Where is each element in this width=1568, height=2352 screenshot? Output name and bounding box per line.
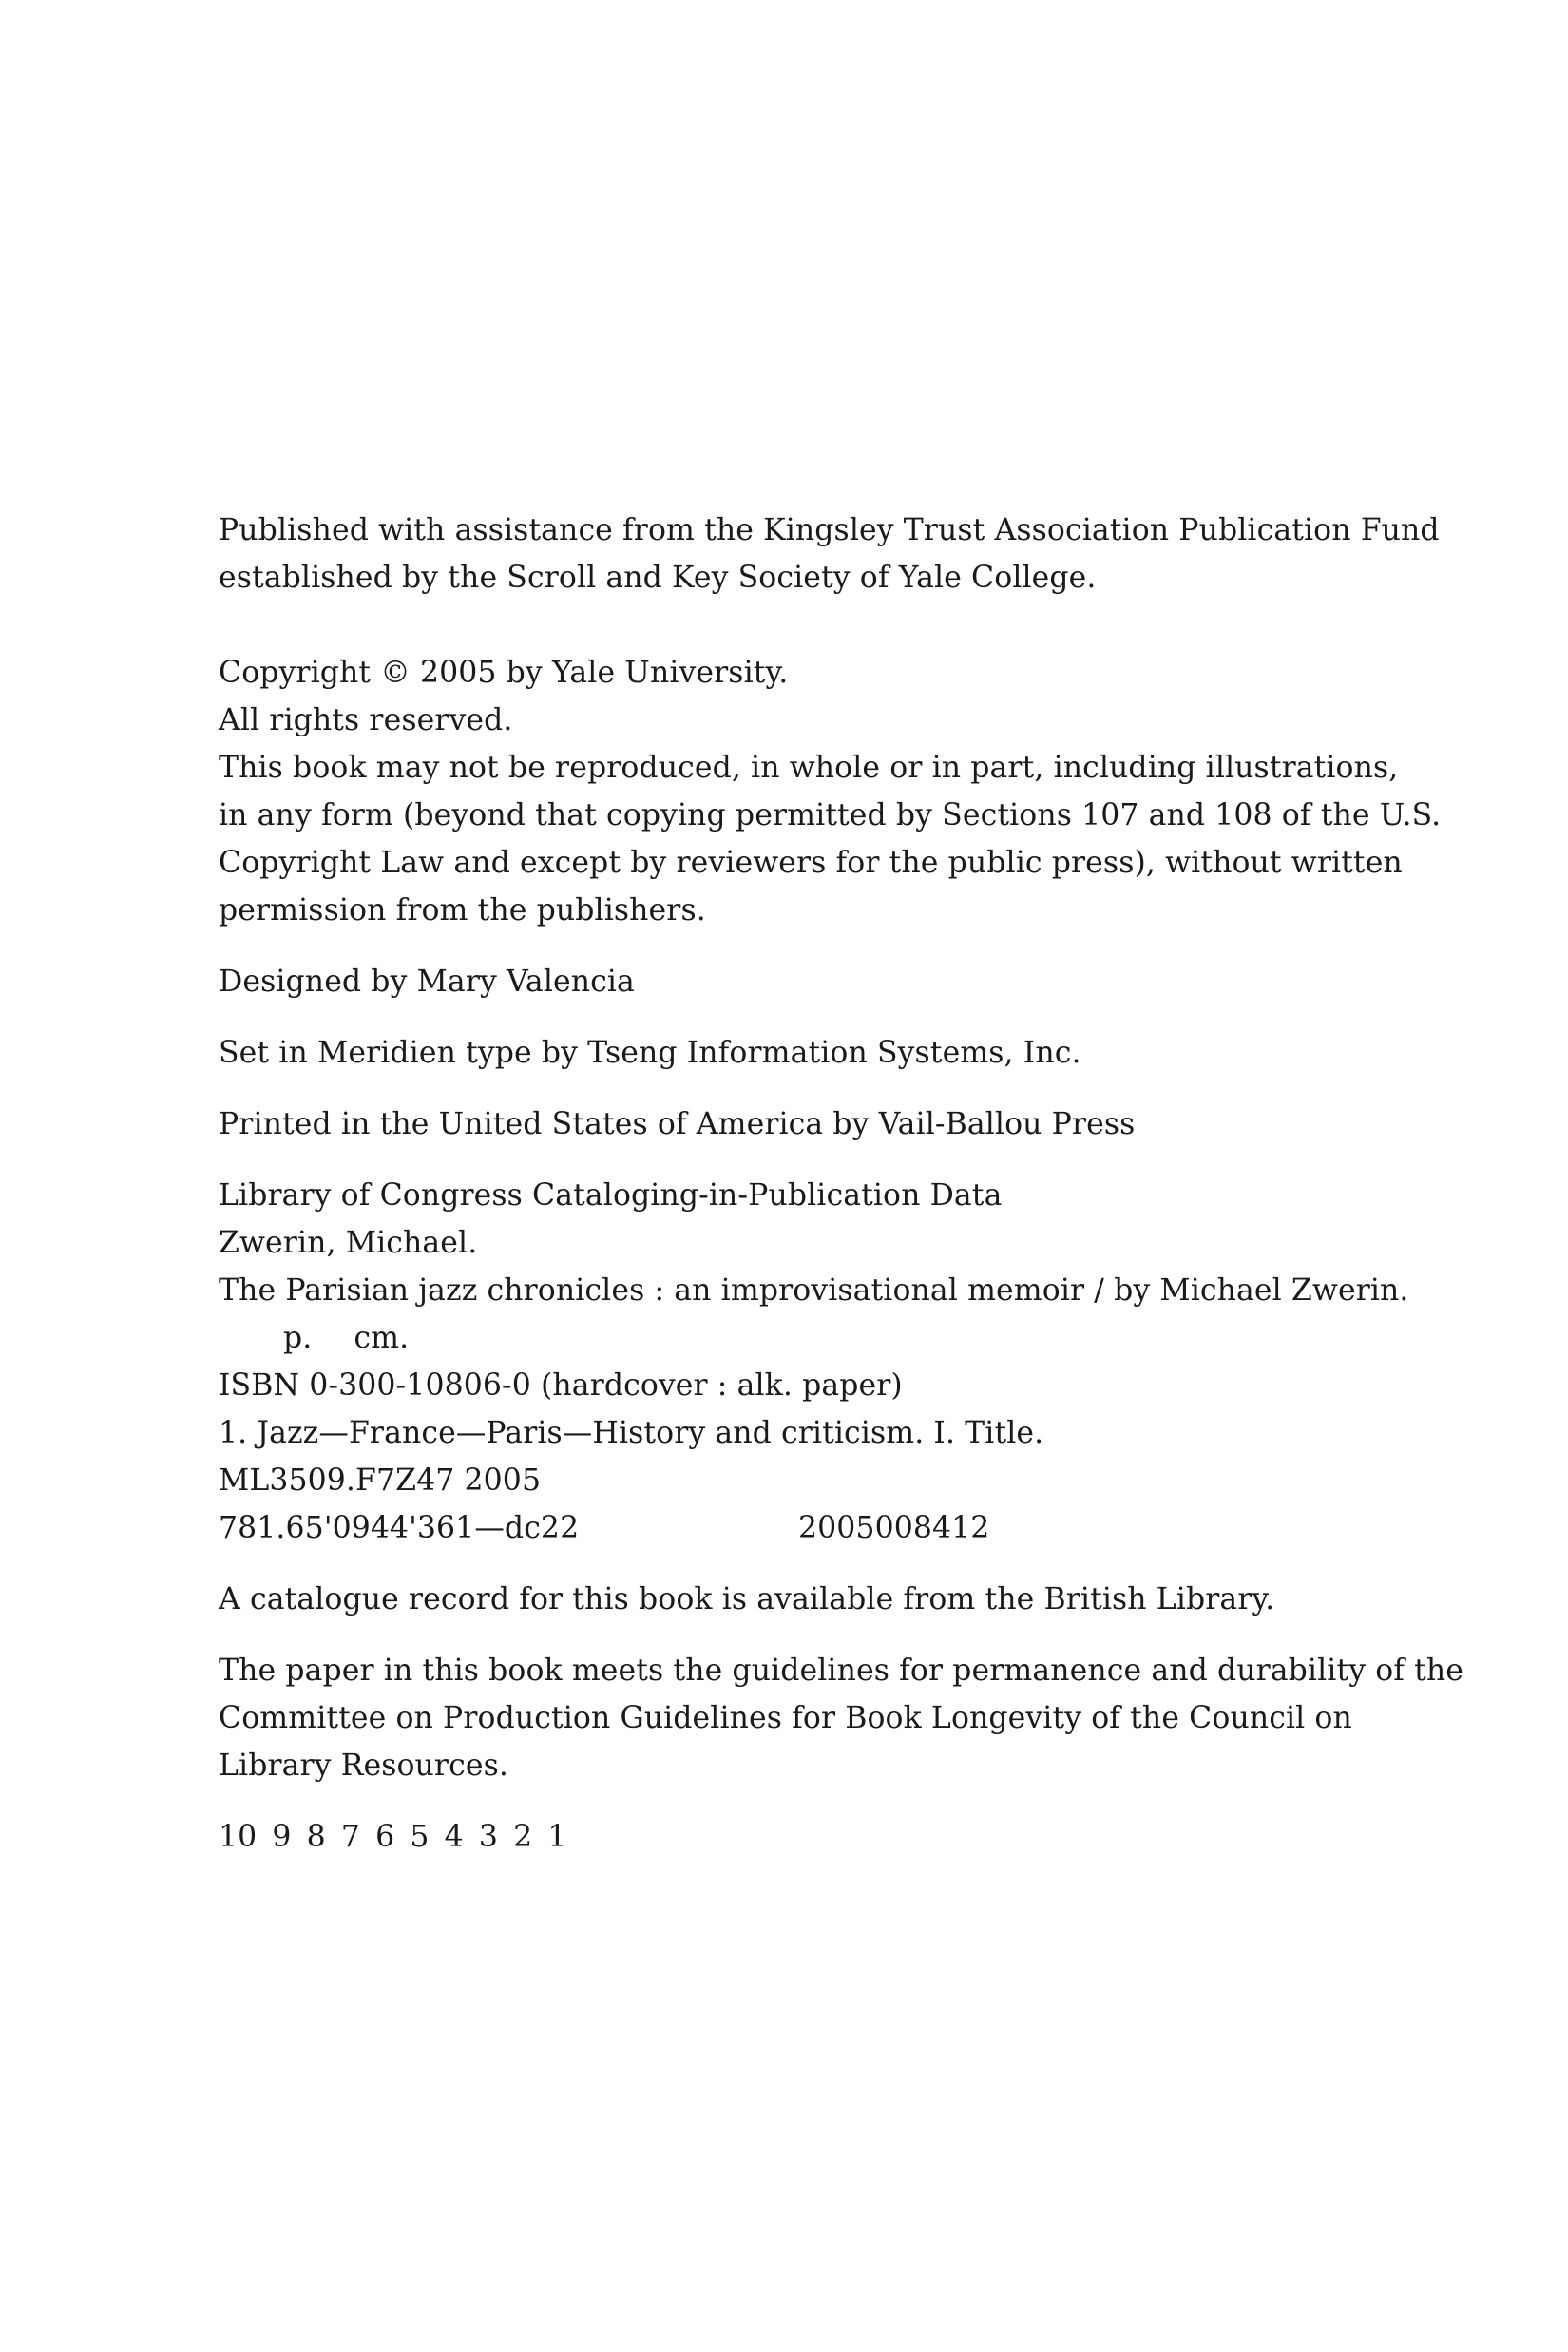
cip-classification-row [219,1504,1387,1552]
assistance-statement [219,507,1440,602]
paper-note [219,1647,1464,1789]
cip-subjects: 1. Jazz—France—Paris—History and criticism. I. Title. [219,1416,1044,1450]
cip-author: Zwerin, Michael. [219,1226,478,1260]
copyright-notice: Copyright © 2005 by Yale University. [219,656,789,690]
assistance-line-2: established by the Scroll and Key Society of Yale College. [219,561,1097,595]
colophon-text [219,507,1464,1861]
cip-physical-description [219,1314,1387,1362]
cip-lccn: 2005008412 [798,1511,990,1545]
copyright-terms-line: in any form (beyond that copying permitted by Sections 107 and 108 of the U.S. [219,798,1442,832]
paper-note-line: The paper in this book meets the guidelines for permanence and durability of the [219,1654,1464,1688]
paper-note-line: Library Resources. [219,1749,508,1783]
cip-data [219,1172,1409,1552]
printer-credit: Printed in the United States of America by Vail-Ballou Press [219,1107,1136,1141]
typesetter-credit: Set in Meridien type by Tseng Information Systems, Inc. [219,1036,1081,1070]
copyright-terms-line: This book may not be reproduced, in whole or in part, including illustrations, [219,751,1399,785]
rights-reserved: All rights reserved. [219,703,513,737]
copyright-statement [219,649,1442,934]
british-library-note: A catalogue record for this book is available from the British Library. [219,1582,1275,1616]
copyright-terms-line: Copyright Law and except by reviewers for the public press), without written [219,846,1403,880]
cip-pages: p. [283,1321,313,1355]
cip-isbn: ISBN 0-300-10806-0 (hardcover : alk. paper) [219,1368,903,1403]
copyright-terms-line: permission from the publishers. [219,893,706,927]
cip-dewey: 781.65'0944'361—dc22 [219,1511,580,1545]
cip-title: The Parisian jazz chronicles : an improvisational memoir / by Michael Zwerin. [219,1273,1409,1308]
designer-credit: Designed by Mary Valencia [219,965,635,999]
cip-heading: Library of Congress Cataloging-in-Publication Data [219,1178,1003,1213]
cip-lc-class: ML3509.F7Z47 2005 [219,1463,542,1498]
cip-size: cm. [354,1321,410,1355]
paper-note-line: Committee on Production Guidelines for Book Longevity of the Council on [219,1701,1352,1735]
printing-line: 10 9 8 7 6 5 4 3 2 1 [219,1820,567,1854]
assistance-line-1: Published with assistance from the Kingsley Trust Association Publication Fund [219,513,1440,547]
